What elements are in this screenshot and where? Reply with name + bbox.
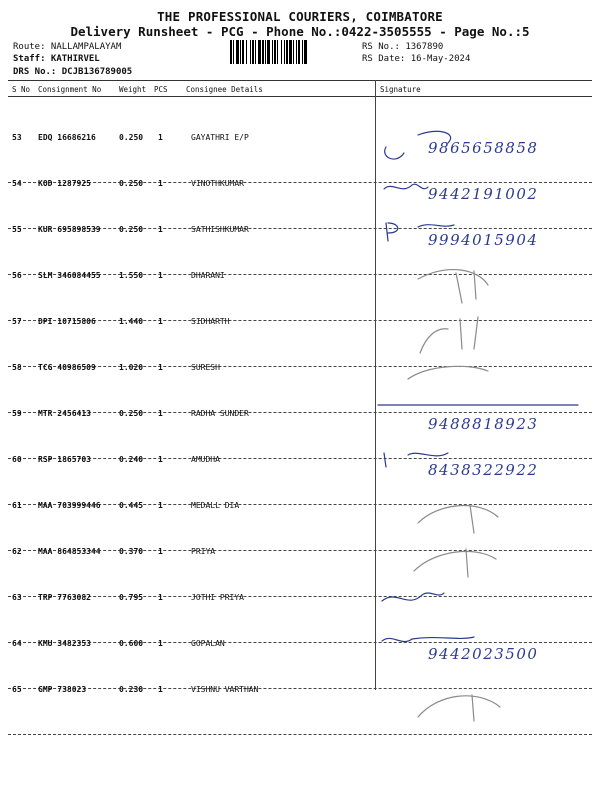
- header-top-rule: [8, 80, 592, 81]
- cell-pcs: 1: [158, 593, 163, 602]
- signature-area: [378, 355, 592, 399]
- cell-sno: 63: [12, 593, 22, 602]
- cell-pcs: 1: [158, 409, 163, 418]
- cell-pcs: 1: [158, 133, 163, 142]
- cell-weight: 0.250: [119, 133, 144, 142]
- cell-sno: 57: [12, 317, 22, 326]
- cell-pcs: 1: [158, 639, 163, 648]
- cell-sno: 65: [12, 685, 22, 694]
- runsheet-subtitle: Delivery Runsheet - PCG - Phone No.:0422-3505555 - Page No.:5: [70, 24, 530, 39]
- signature-area: [378, 677, 592, 721]
- cell-pcs: 1: [158, 685, 163, 694]
- cell-pcs: 1: [158, 225, 163, 234]
- cell-consignment-no: SLM 346084455: [38, 271, 101, 280]
- company-title: THE PROFESSIONAL COURIERS, COIMBATORE: [157, 9, 443, 24]
- cell-sno: 55: [12, 225, 22, 234]
- cell-weight: 0.250: [119, 179, 144, 188]
- cell-pcs: 1: [158, 455, 163, 464]
- cell-weight: 0.370: [119, 547, 144, 556]
- cell-consignment-no: EDQ 16686216: [38, 133, 96, 142]
- cell-consignment-no: KUR 695898539: [38, 225, 101, 234]
- cell-consignee: VINOTHKUMAR: [191, 179, 244, 188]
- cell-consignee: SIDHARTH: [191, 317, 230, 326]
- handwritten-signature: [378, 355, 592, 405]
- cell-sno: 62: [12, 547, 22, 556]
- signature-area: [378, 263, 592, 307]
- cell-pcs: 1: [158, 271, 163, 280]
- cell-consignee: DHARANI: [191, 271, 225, 280]
- cell-sno: 53: [12, 133, 22, 142]
- cell-pcs: 1: [158, 501, 163, 510]
- signature-area: [378, 217, 592, 261]
- handwritten-signature: [378, 677, 592, 727]
- drs-label: DRS No.: DCJB136789005: [13, 67, 133, 77]
- handwritten-signature: [378, 493, 592, 543]
- cell-consignment-no: TCG 40986509: [38, 363, 96, 372]
- cell-weight: 0.230: [119, 685, 144, 694]
- handwritten-phone-number: 9442191002: [428, 185, 539, 203]
- cell-weight: 0.600: [119, 639, 144, 648]
- cell-weight: 0.250: [119, 409, 144, 418]
- signature-area: [378, 493, 592, 537]
- cell-weight: 1.440: [119, 317, 144, 326]
- signature-area: [378, 539, 592, 583]
- header-bottom-rule: [8, 96, 592, 97]
- table-row: [0, 685, 600, 729]
- handwritten-phone-number: 9994015904: [428, 231, 539, 249]
- cell-sno: 54: [12, 179, 22, 188]
- cell-pcs: 1: [158, 547, 163, 556]
- handwritten-signature: [378, 263, 592, 313]
- cell-consignment-no: RSP 1865703: [38, 455, 91, 464]
- handwritten-phone-number: 9488818923: [428, 415, 539, 433]
- signature-area: [378, 171, 592, 215]
- cell-consignment-no: KOD 1287925: [38, 179, 91, 188]
- col-header-signature: Signature: [380, 85, 421, 94]
- cell-sno: 61: [12, 501, 22, 510]
- signature-area: [378, 401, 592, 445]
- signature-area: [378, 631, 592, 675]
- cell-consignee: PRIYA: [191, 547, 216, 556]
- cell-consignee: MEDALL DIA: [191, 501, 240, 510]
- cell-sno: 59: [12, 409, 22, 418]
- staff-label: Staff: KATHIRVEL: [13, 54, 100, 64]
- rs-date: RS Date: 16-May-2024: [362, 54, 471, 64]
- cell-weight: 0.240: [119, 455, 144, 464]
- barcode: [230, 40, 356, 64]
- col-header-weight: Weight: [119, 85, 147, 94]
- cell-consignee: SURESH: [191, 363, 220, 372]
- handwritten-signature: [378, 539, 592, 589]
- handwritten-phone-number: 9865658858: [428, 139, 539, 157]
- col-header-consignment: Consignment No: [38, 85, 102, 94]
- cell-consignment-no: KMU 3482353: [38, 639, 91, 648]
- cell-sno: 60: [12, 455, 22, 464]
- cell-weight: 1.020: [119, 363, 144, 372]
- handwritten-phone-number: 8438322922: [428, 461, 539, 479]
- cell-pcs: 1: [158, 363, 163, 372]
- cell-weight: 0.250: [119, 225, 144, 234]
- cell-consignment-no: GMP 738023: [38, 685, 87, 694]
- cell-weight: 0.795: [119, 593, 144, 602]
- cell-consignment-no: MAA 864853344: [38, 547, 101, 556]
- signature-area: [378, 309, 592, 353]
- barcode-bar: [307, 40, 308, 64]
- cell-consignment-no: MAA 703999446: [38, 501, 101, 510]
- cell-weight: 0.445: [119, 501, 144, 510]
- col-header-pcs: PCS: [154, 85, 168, 94]
- handwritten-phone-number: 9442023500: [428, 645, 539, 663]
- signature-area: [378, 125, 592, 169]
- handwritten-signature: [378, 309, 592, 359]
- signature-area: [378, 447, 592, 491]
- cell-consignment-no: TRP 7763082: [38, 593, 91, 602]
- cell-consignment-no: DPI 10715806: [38, 317, 96, 326]
- cell-consignee: VISHNU VARTHAN: [191, 685, 259, 694]
- cell-consignee: AMUDHA: [191, 455, 220, 464]
- cell-weight: 1.550: [119, 271, 144, 280]
- cell-sno: 56: [12, 271, 22, 280]
- route-label: Route: NALLAMPALAYAM: [13, 42, 122, 52]
- col-header-sno: S No: [12, 85, 31, 94]
- cell-sno: 64: [12, 639, 22, 648]
- signature-area: [378, 585, 592, 629]
- cell-pcs: 1: [158, 317, 163, 326]
- rs-number: RS No.: 1367890: [362, 42, 444, 52]
- cell-consignment-no: MTR 2456413: [38, 409, 91, 418]
- col-header-consignee: Consignee Details: [186, 85, 263, 94]
- row-divider: [8, 734, 592, 735]
- cell-consignee: GAYATHRI E/P: [191, 133, 249, 142]
- cell-consignee: JOTHI PRIYA: [191, 593, 244, 602]
- cell-consignee: SATHISHKUMAR: [191, 225, 249, 234]
- cell-sno: 58: [12, 363, 22, 372]
- cell-consignee: GOPALAN: [191, 639, 225, 648]
- cell-pcs: 1: [158, 179, 163, 188]
- cell-consignee: RADHA SUNDER: [191, 409, 249, 418]
- handwritten-signature: [378, 585, 592, 635]
